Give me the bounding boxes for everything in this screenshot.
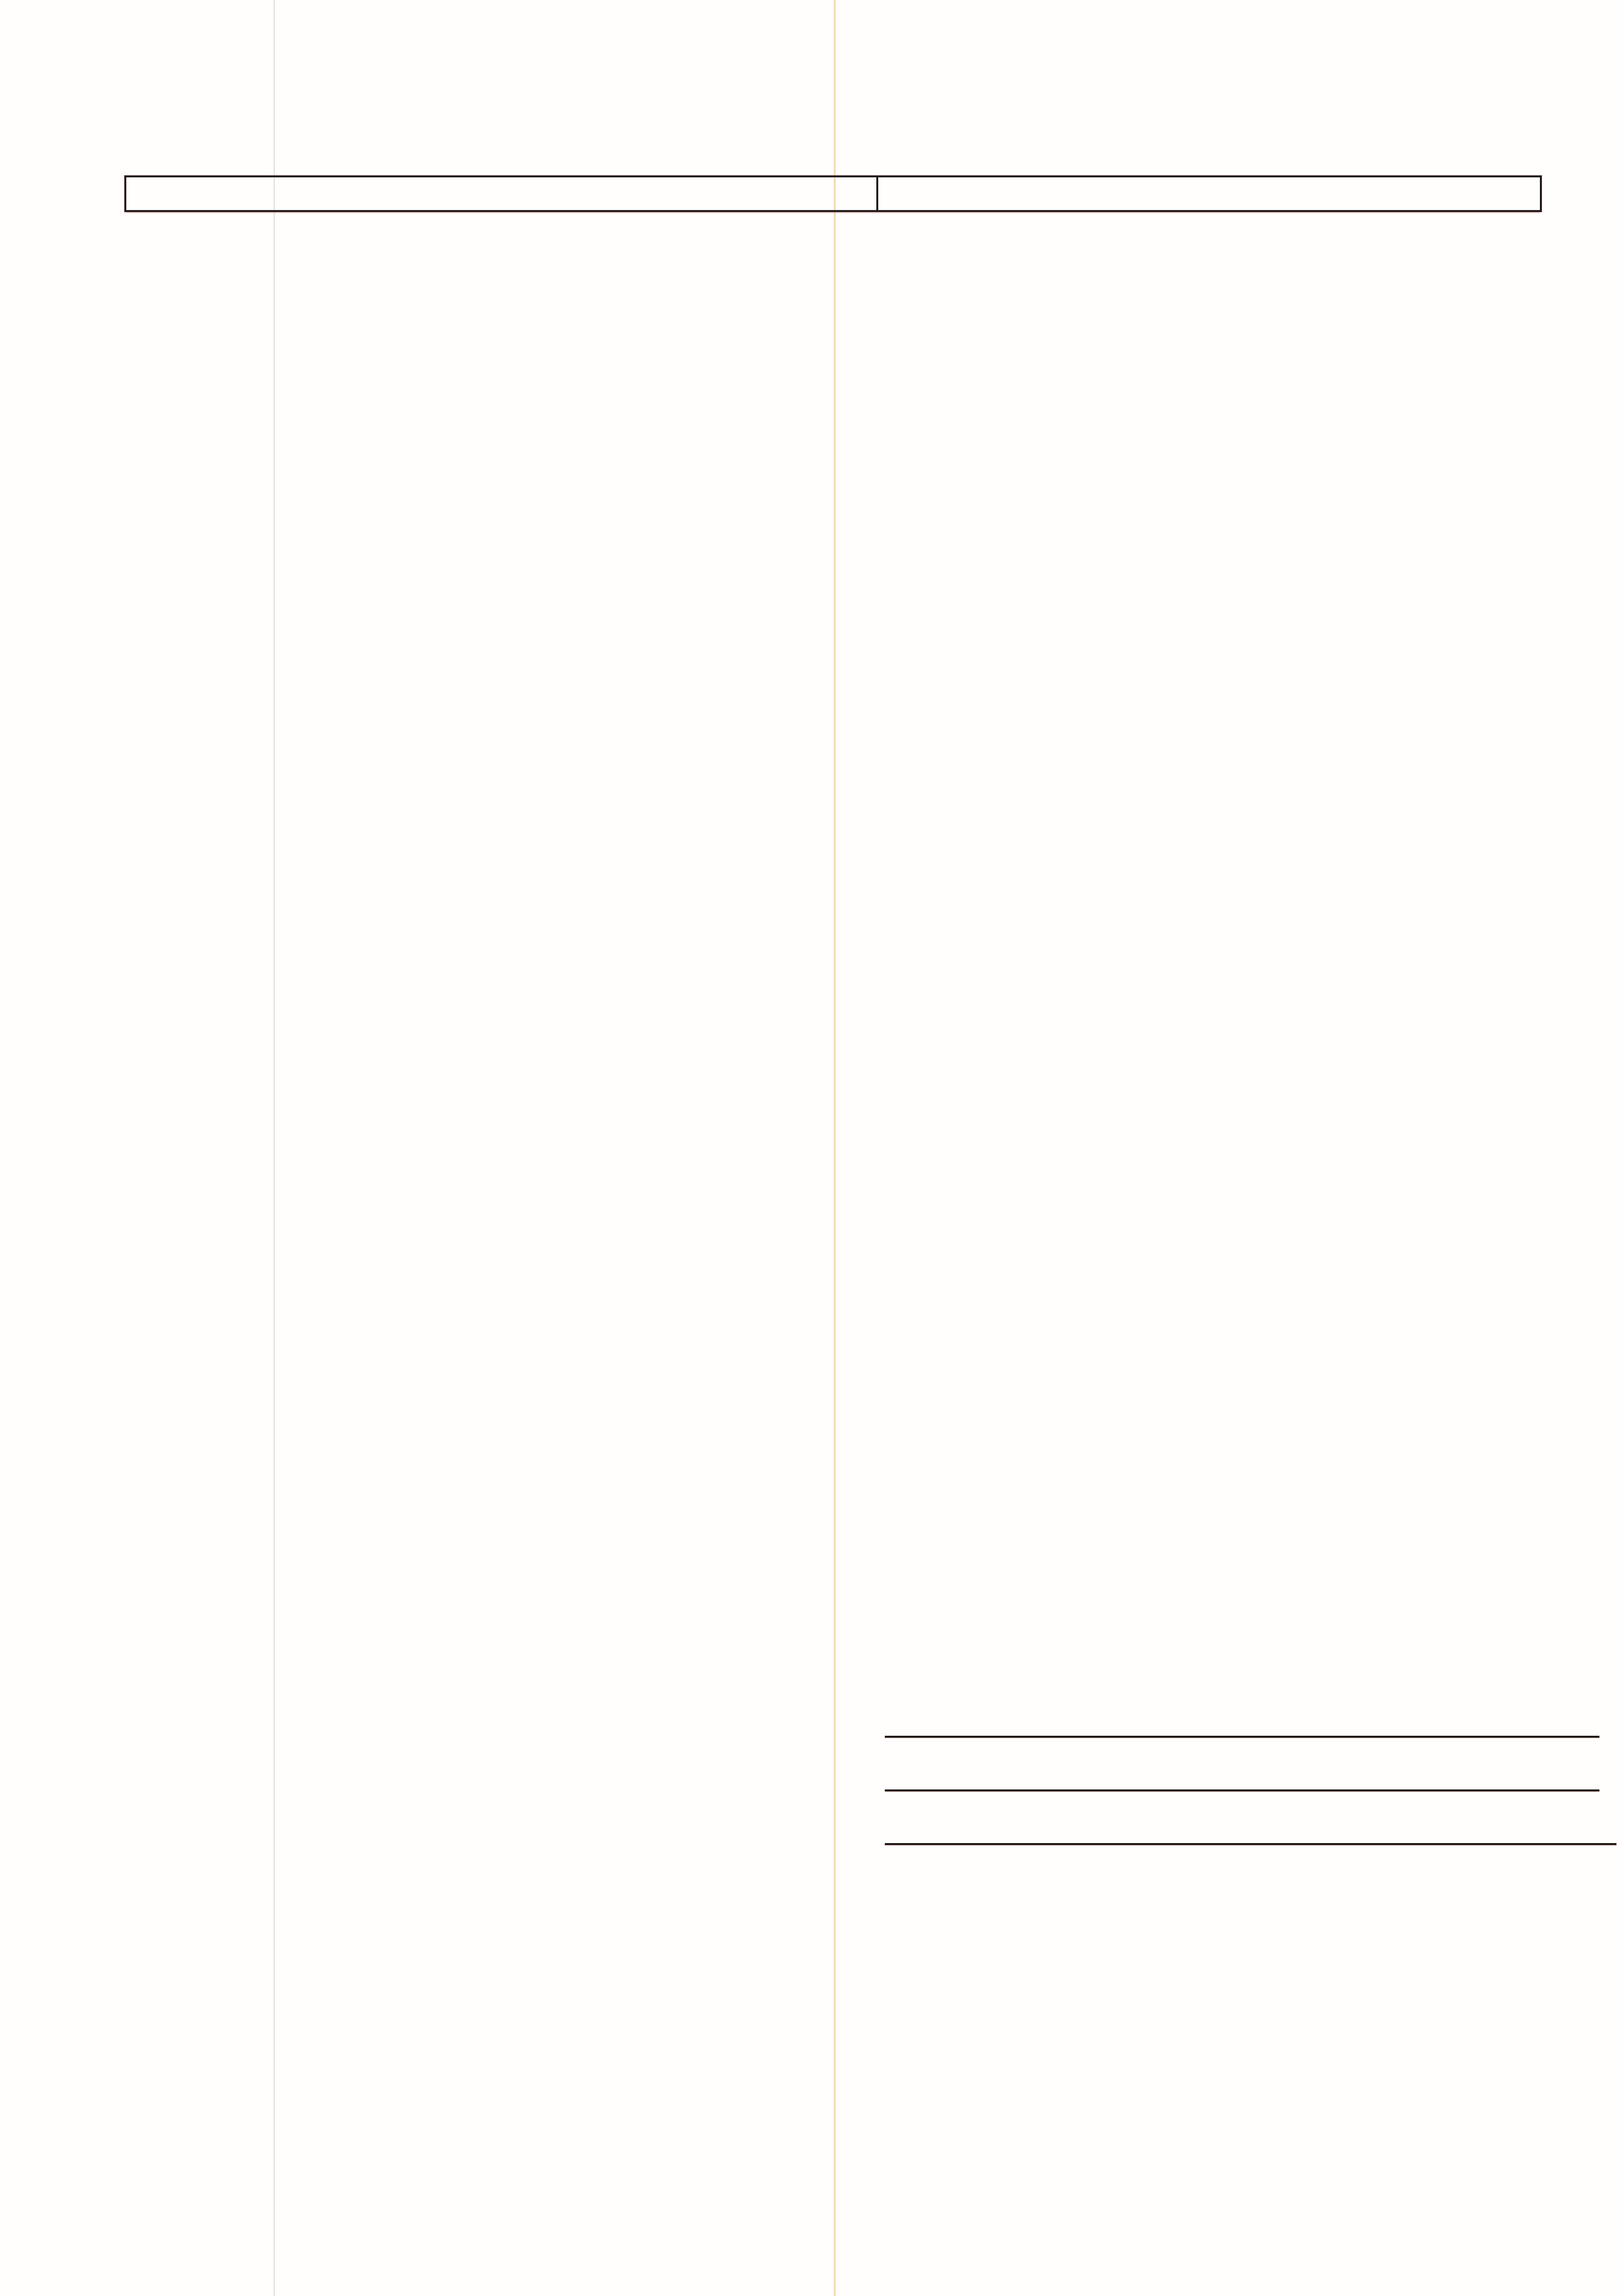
- header-result: [876, 177, 1540, 210]
- voting-table: [124, 175, 1542, 212]
- header-deputies: [126, 177, 876, 210]
- signature-line-2: [885, 1789, 1599, 1791]
- scanner-artifact-line: [274, 0, 275, 2296]
- page-fold-line: [834, 0, 836, 2296]
- signature-line-3: [885, 1843, 1616, 1845]
- agenda-item-title: [219, 103, 1501, 114]
- signature-line-1: [885, 1736, 1599, 1738]
- table-header-row: [126, 177, 1540, 212]
